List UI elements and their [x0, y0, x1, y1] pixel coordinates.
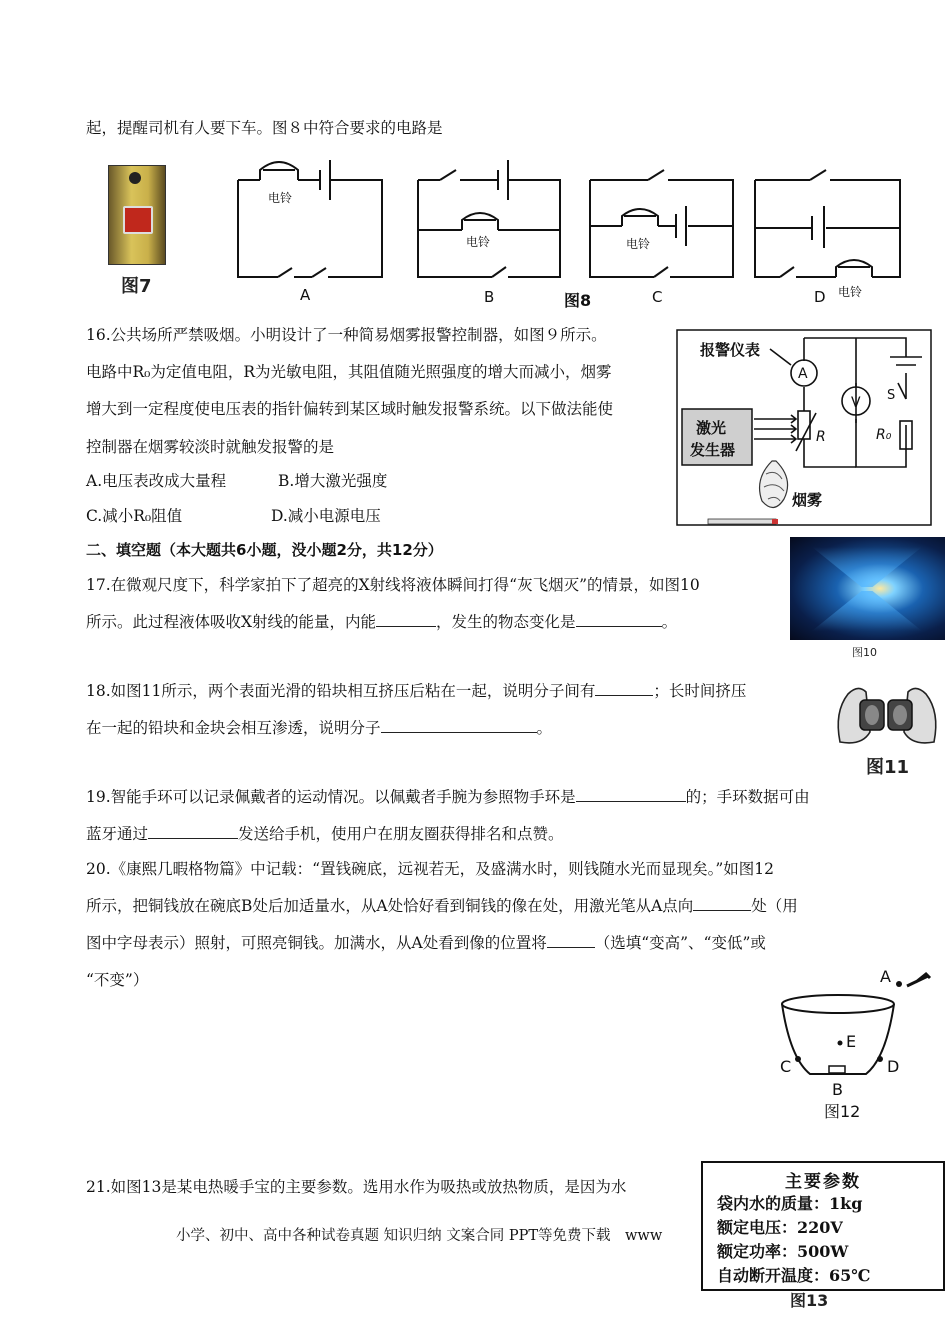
- q19-line2: [86, 824, 564, 844]
- fig7-photo: [108, 165, 166, 265]
- circuit-d: [755, 170, 900, 277]
- laser-label-line1: 激光: [696, 419, 727, 437]
- fig13-row-temperature: 自动断开温度：65℃: [717, 1266, 871, 1285]
- fig13-row-mass: 袋内水的质量：1kg: [717, 1194, 863, 1213]
- stop-button-red: [123, 206, 153, 234]
- fig7-label: 图7: [121, 276, 152, 297]
- q19-text-d: 发送给手机，使用户在朋友圈获得排名和点赞。: [238, 825, 564, 843]
- fig12-bowl-diagram: [770, 962, 940, 1122]
- fig11-lead-blocks: [832, 672, 942, 752]
- q20-text-c: 图中字母表示）照射，可照亮铜钱。加满水，从A处看到像的位置将: [86, 934, 547, 952]
- fig12-label: 图12: [824, 1102, 861, 1121]
- circuit-label-a: A: [300, 286, 311, 304]
- fig11-label: 图11: [866, 757, 910, 778]
- point-c-label: C: [780, 1057, 792, 1076]
- point-b-label: B: [832, 1080, 843, 1099]
- circuit-b: [418, 160, 560, 277]
- photoresistor-label: R: [816, 429, 826, 445]
- q16-line1: 16.公共场所严禁吸烟。小明设计了一种简易烟雾报警控制器，如图９所示。: [86, 326, 607, 344]
- q20-text-d: （选填“变高”、“变低”或: [594, 934, 766, 952]
- fig13-label: 图13: [790, 1291, 829, 1310]
- q17-blank-2[interactable]: [576, 612, 662, 627]
- q18-line2: [86, 718, 552, 738]
- q19-blank-1[interactable]: [576, 787, 686, 802]
- q21-line1: 21.如图13是某电热暖手宝的主要参数。选用水作为吸热或放热物质，是因为水: [86, 1178, 627, 1196]
- q19-text-a: 19.智能手环可以记录佩戴者的运动情况。以佩戴者手腕为参照物手环是: [86, 788, 576, 806]
- fig13-parameter-table: [701, 1161, 945, 1291]
- q20-line1: 20.《康熙几暇格物篇》中记载：“置钱碗底，远视若无，及盛满水时，则钱随水光而显现矣。”如图12: [86, 860, 774, 878]
- q19-line1: [86, 787, 810, 807]
- q20-blank-1[interactable]: [693, 896, 751, 911]
- q19-text-c: 蓝牙通过: [86, 825, 149, 843]
- q16-option-a: A.电压表改成大量程: [86, 472, 227, 490]
- smoke-label: 烟雾: [792, 491, 823, 509]
- q20-text-a: 所示，把铜钱放在碗底B处后加适量水，从A处恰好看到铜钱的像在处，用激光笔从A点向: [86, 897, 694, 915]
- q20-blank-2[interactable]: [547, 933, 595, 948]
- q18-text-a: 18.如图11所示，两个表面光滑的铅块相互挤压后粘在一起，说明分子间有: [86, 682, 596, 700]
- q16-line3: 增大到一定程度使电压表的指针偏转到某区域时触发报警系统。以下做法能使: [86, 400, 614, 418]
- circuit-label-b: B: [484, 288, 495, 306]
- circuit-label-c: C: [652, 288, 663, 306]
- q20-line2: [86, 896, 798, 916]
- fig13-row-voltage: 额定电压：220V: [717, 1218, 843, 1237]
- q18-text-d: 。: [536, 719, 553, 737]
- fig9-smoke-alarm-diagram: [676, 329, 932, 526]
- bell-label-b: 电铃: [466, 235, 491, 249]
- q17-line1: 17.在微观尺度下，科学家拍下了超亮的X射线将液体瞬间打得“灰飞烟灭”的情景，如图10: [86, 576, 700, 594]
- q18-text-c: 在一起的铅块和金块会相互渗透，说明分子: [86, 719, 381, 737]
- q20-text-b: 处（用: [751, 897, 798, 915]
- ammeter-symbol: A: [798, 366, 808, 382]
- bell-label-a: 电铃: [268, 191, 293, 205]
- q18-blank-1[interactable]: [595, 681, 653, 696]
- q16-line2: 电路中R₀为定值电阻，R为光敏电阻，其阻值随光照强度的增大而减小，烟雾: [86, 363, 612, 381]
- circuit-a: [238, 160, 382, 277]
- q16-option-b: B.增大激光强度: [278, 472, 388, 490]
- q17-blank-1[interactable]: [376, 612, 436, 627]
- footer-text: 小学、初中、高中各种试卷真题 知识归纳 文案合同 PPT等免费下载 www: [176, 1228, 663, 1244]
- q15-text: 起，提醒司机有人要下车。图８中符合要求的电路是: [86, 119, 443, 137]
- fig8-label: 图8: [564, 291, 592, 310]
- fig8-circuits: [230, 150, 910, 315]
- q17-text-c: 。: [661, 613, 678, 631]
- q19-text-b: 的；手环数据可由: [685, 788, 810, 806]
- laser-label-line2: 发生器: [690, 441, 736, 459]
- q20-line4: “不变”）: [86, 971, 149, 989]
- bell-label-d: 电铃: [838, 285, 863, 299]
- voltmeter-symbol: V: [851, 395, 861, 411]
- q17-text-b: ，发生的物态变化是: [436, 613, 576, 631]
- section-2-heading: 二、填空题（本大题共6小题，没小题2分，共12分）: [86, 541, 443, 559]
- q19-blank-2[interactable]: [148, 824, 238, 839]
- q17-line2: [86, 612, 677, 632]
- circuit-label-d: D: [814, 288, 826, 306]
- fig13-row-power: 额定功率：500W: [717, 1242, 849, 1261]
- fig10-label: 图10: [852, 646, 877, 659]
- q18-line1: [86, 681, 746, 701]
- q16-option-d: D.减小电源电压: [271, 507, 381, 525]
- q20-line3: [86, 933, 766, 953]
- q16-line4: 控制器在烟雾较淡时就触发报警的是: [86, 438, 335, 456]
- fig13-title: 主要参数: [785, 1172, 861, 1192]
- point-e-label: E: [846, 1032, 857, 1051]
- fig10-xray-image: [790, 537, 945, 640]
- q18-text-b: ；长时间挤压: [653, 682, 747, 700]
- point-a-label: A: [880, 967, 891, 986]
- alarm-meter-label: 报警仪表: [700, 341, 761, 359]
- fixed-resistor-label: R₀: [876, 427, 892, 443]
- q18-blank-2[interactable]: [381, 718, 537, 733]
- point-d-label: D: [887, 1057, 900, 1076]
- circuit-c: [590, 170, 733, 277]
- bell-label-c: 电铃: [626, 237, 651, 251]
- q17-text-a: 所示。此过程液体吸收X射线的能量，内能: [86, 613, 377, 631]
- q16-option-c: C.减小R₀阻值: [86, 507, 183, 525]
- switch-label: S: [887, 388, 896, 403]
